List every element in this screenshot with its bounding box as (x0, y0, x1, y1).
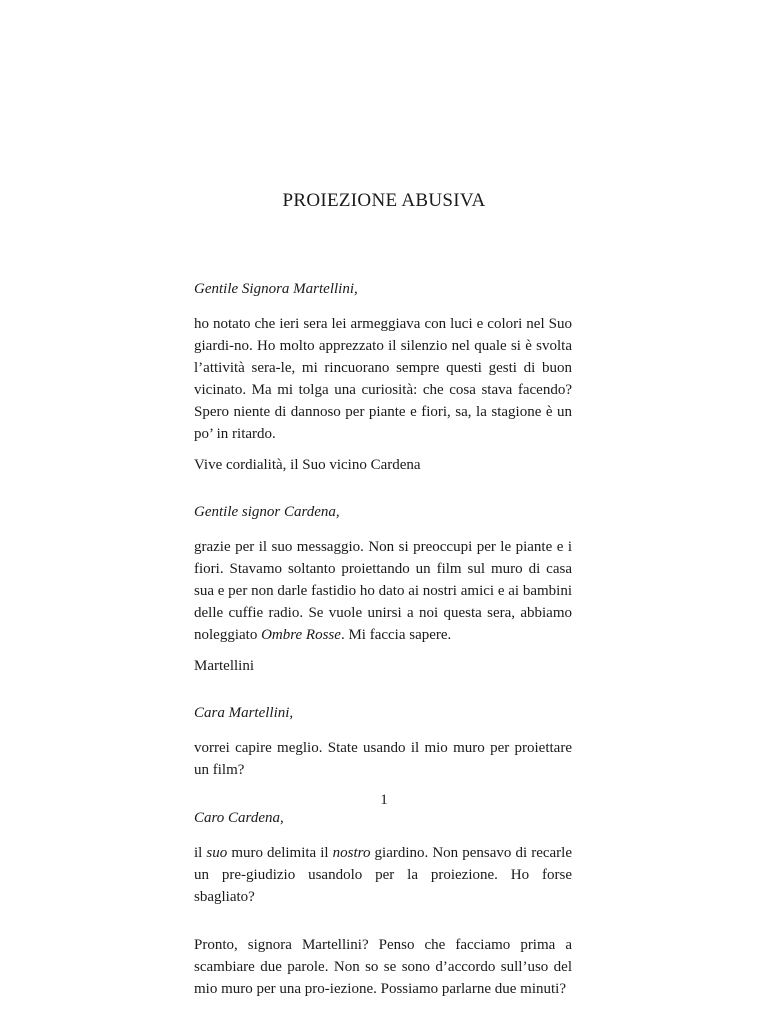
letter-2-body-text-after: . Mi faccia sapere. (340, 627, 452, 643)
letter-2-body-text-before: grazie per il suo messaggio. Non si preoccupi per le piante e i fiori. Stavamo soltanto proiettando un film sul muro di casa sua e per non darle fastidio ho dato ai nostri amici e ai bambini delle cuffie radio. Se vuole unirsi a noi questa sera, abbiamo noleggiato (194, 539, 572, 643)
letter-4-salutation: Caro Cardena, (194, 810, 284, 826)
letter-4-emphasis-suo: suo (206, 845, 228, 861)
letter-4-body-mid: muro delimita il (227, 845, 333, 861)
letter-4-body (194, 842, 572, 908)
letter-1-signature: Vive cordialità, il Suo vicino Cardena (194, 457, 421, 473)
letter-4-emphasis-nostro: nostro (332, 845, 371, 861)
letter-2-salutation: Gentile signor Cardena, (194, 504, 340, 520)
closing-paragraph: Pronto, signora Martellini? Penso che facciamo prima a scambiare due parole. Non so se sono d’accordo sull’uso del mio muro per una pro-iezione. Possiamo parlarne due minuti? (194, 937, 572, 997)
letter-1-body: ho notato che ieri sera lei armeggiava con luci e colori nel Suo giardi-no. Ho molto apprezzato il silenzio nel quale si è svolta l’attività sera-le, mi rincuorano sempre questi gesti di buon vicinato. Ma mi tolga una curiosità: che cosa stava facendo? Spero niente di dannoso per piante e fiori, sa, la stagione è un po’ in ritardo. (194, 316, 572, 442)
letter-1-salutation: Gentile Signora Martellini, (194, 281, 358, 297)
letter-4-body-post: giardino. Non pensavo di recarle un pre-giudizio usandolo per la proiezione. Ho forse sbagliato? (194, 845, 572, 905)
page-number: 1 (380, 792, 388, 808)
document-body (194, 278, 572, 1009)
page-title: PROIEZIONE ABUSIVA (282, 190, 486, 211)
letter-3-body: vorrei capire meglio. State usando il mio muro per proiettare un film? (194, 740, 572, 778)
letter-2-signature: Martellini (194, 658, 254, 674)
letter-2-film-title: Ombre Rosse (261, 627, 341, 643)
letter-3-salutation: Cara Martellini, (194, 705, 294, 721)
letter-2-body (194, 536, 572, 646)
letter-4-body-pre: il (194, 845, 207, 861)
